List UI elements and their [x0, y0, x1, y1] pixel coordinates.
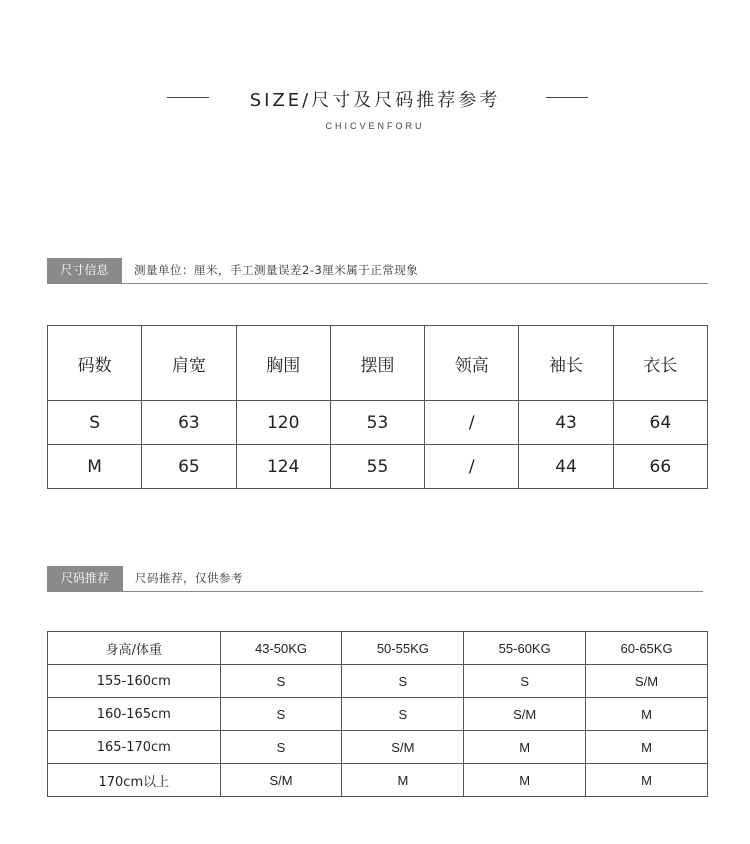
size-info-bar	[47, 258, 708, 283]
table-cell: S/M	[586, 665, 708, 698]
table-cell: S	[48, 401, 142, 445]
table-row	[48, 764, 708, 797]
size-info-note: 测量单位：厘米，手工测量误差2-3厘米属于正常现象	[134, 263, 419, 277]
column-header: 60-65KG	[586, 632, 708, 665]
page-header	[0, 86, 750, 146]
size-recommend-tag: 尺码推荐	[47, 566, 123, 591]
table-cell: S/M	[342, 731, 464, 764]
table-cell: M	[586, 764, 708, 797]
table-cell: S/M	[464, 698, 586, 731]
table-cell: 66	[613, 445, 707, 489]
size-info-underline	[47, 283, 708, 284]
table-cell: S	[220, 665, 342, 698]
table-cell: 65	[142, 445, 236, 489]
table-cell: 64	[613, 401, 707, 445]
table-cell: 165-170cm	[48, 731, 221, 764]
page-title: SIZE/尺寸及尺码推荐参考	[249, 90, 501, 111]
table-cell: 120	[236, 401, 330, 445]
table-cell: /	[425, 445, 519, 489]
size-table-header	[48, 326, 708, 401]
column-header: 身高/体重	[48, 632, 221, 665]
recommend-table-header	[48, 632, 708, 665]
column-header: 胸围	[236, 326, 330, 401]
size-recommend-underline	[47, 591, 703, 592]
table-cell: 43	[519, 401, 613, 445]
table-cell: 160-165cm	[48, 698, 221, 731]
size-recommend-note: 尺码推荐，仅供参考	[135, 571, 243, 585]
table-cell: M	[586, 698, 708, 731]
table-cell: S	[342, 665, 464, 698]
column-header: 摆围	[330, 326, 424, 401]
column-header: 43-50KG	[220, 632, 342, 665]
table-row	[48, 401, 708, 445]
table-cell: S/M	[220, 764, 342, 797]
size-table	[47, 325, 708, 489]
title-rule-right	[546, 97, 588, 98]
brand-subtitle: CHICVENFORU	[325, 121, 425, 131]
size-info-tag: 尺寸信息	[47, 258, 122, 283]
table-cell: M	[464, 764, 586, 797]
table-cell: S	[342, 698, 464, 731]
table-cell: 170cm以上	[48, 764, 221, 797]
table-cell: 53	[330, 401, 424, 445]
table-cell: S	[220, 698, 342, 731]
table-cell: M	[586, 731, 708, 764]
column-header: 55-60KG	[464, 632, 586, 665]
column-header: 码数	[48, 326, 142, 401]
column-header: 袖长	[519, 326, 613, 401]
column-header: 50-55KG	[342, 632, 464, 665]
table-cell: 63	[142, 401, 236, 445]
size-recommend-bar	[47, 566, 703, 591]
table-cell: 155-160cm	[48, 665, 221, 698]
column-header: 衣长	[613, 326, 707, 401]
table-cell: 124	[236, 445, 330, 489]
table-row	[48, 665, 708, 698]
table-cell: /	[425, 401, 519, 445]
recommend-table	[47, 631, 708, 797]
column-header: 领高	[425, 326, 519, 401]
column-header: 肩宽	[142, 326, 236, 401]
table-cell: M	[342, 764, 464, 797]
table-cell: 55	[330, 445, 424, 489]
table-cell: 44	[519, 445, 613, 489]
table-cell: S	[464, 665, 586, 698]
table-row	[48, 698, 708, 731]
table-cell: M	[48, 445, 142, 489]
table-cell: S	[220, 731, 342, 764]
table-row	[48, 731, 708, 764]
table-cell: M	[464, 731, 586, 764]
table-row	[48, 445, 708, 489]
